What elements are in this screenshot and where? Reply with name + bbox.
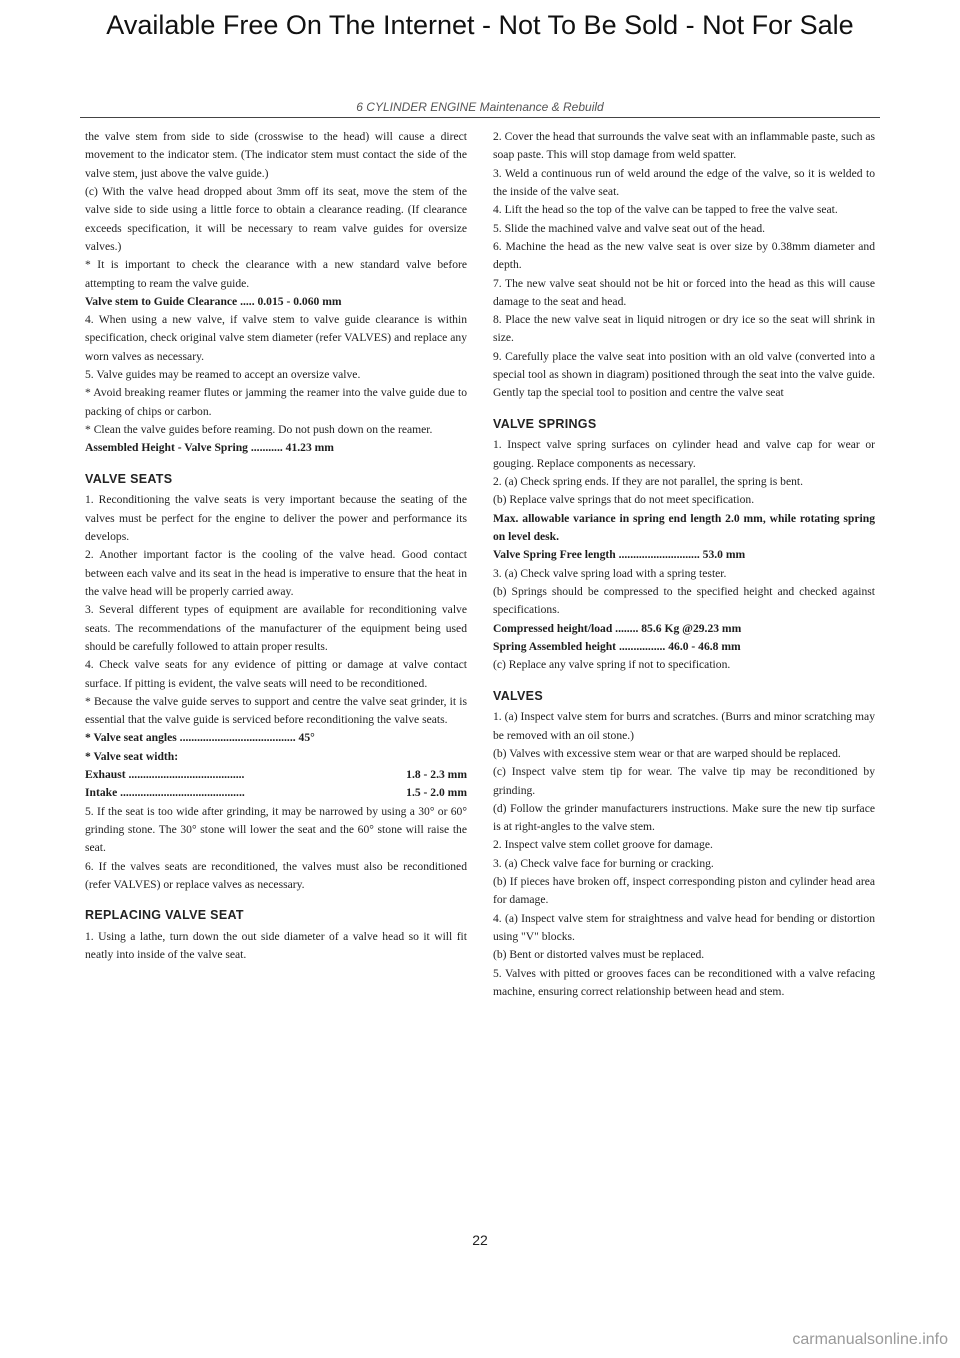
header-rule <box>80 117 880 118</box>
spec-exhaust <box>85 766 467 784</box>
spec-guide-clearance: Valve stem to Guide Clearance ..... 0.015 - 0.060 mm <box>85 294 342 308</box>
paragraph: (c) Replace any valve spring if not to specification. <box>493 658 731 672</box>
paragraph: 9. Carefully place the valve seat into position with an old valve (converted into a special tool as shown in diagram) positioned through the seat into the valve guide. Gently tap the special tool to position and centre the valve seat <box>493 349 875 400</box>
paragraph: * Because the valve guide serves to support and centre the valve seat grinder, it is essential that the valve guide is serviced before reconditioning the valve seats. <box>85 694 467 727</box>
paragraph: 4. Check valve seats for any evidence of pitting or damage at valve contact surface. If pitting is evident, the valve seats will need to be reconditioned. <box>85 658 467 690</box>
spec-intake <box>85 784 467 802</box>
paragraph: (d) Follow the grinder manufacturers instructions. Make sure the new tip surface is at right-angles to the valve stem. <box>493 801 875 834</box>
paragraph: 1. Using a lathe, turn down the out side diameter of a valve head so it will fit neatly into inside of the valve seat. <box>85 930 467 962</box>
section-heading-valve-springs: VALVE SPRINGS <box>493 416 597 431</box>
paragraph: 3. (a) Check valve face for burning or cracking. <box>493 856 714 870</box>
left-column <box>85 128 467 965</box>
section-heading-valve-seats: VALVE SEATS <box>85 471 173 486</box>
paragraph: 3. Several different types of equipment are available for reconditioning valve seats. The recommendations of the manufacturer of the equipment being used should be carefully followed to attain proper results. <box>85 603 467 653</box>
paragraph: * Clean the valve guides before reaming. Do not push down on the reamer. <box>85 423 433 436</box>
paragraph: (b) Replace valve springs that do not meet specification. <box>493 493 755 507</box>
paragraph: 5. Valves with pitted or grooves faces can be reconditioned with a valve refacing machine, ensuring correct relationship between head and stem. <box>493 966 875 998</box>
spec-intake-label: Intake ........................................... <box>85 786 245 800</box>
paragraph: (b) Springs should be compressed to the specified height and checked against specifications. <box>493 584 875 617</box>
paragraph: 3. Weld a continuous run of weld around the edge of the valve, so it is welded to the inside of the valve seat. <box>493 166 875 198</box>
paragraph: 2. Inspect valve stem collet groove for damage. <box>493 838 713 852</box>
right-column <box>493 128 875 1001</box>
paragraph: 2. Cover the head that surrounds the valve seat with an inflammable paste, such as soap paste. This will stop damage from weld spatter. <box>493 130 875 162</box>
distribution-banner: Available Free On The Internet - Not To Be Sold - Not For Sale <box>106 10 854 40</box>
paragraph: 7. The new valve seat should not be hit or forced into the head as this will cause damage to the seat and head. <box>493 276 875 308</box>
paragraph: (b) Valves with excessive stem wear or that are warped should be replaced. <box>493 746 841 760</box>
paragraph: (b) Bent or distorted valves must be replaced. <box>493 948 705 962</box>
site-watermark: carmanualsonline.info <box>792 1331 948 1348</box>
paragraph: 4. (a) Inspect valve stem for straightness and valve head for bending or distortion using "V" blocks. <box>493 911 875 943</box>
paragraph: 6. Machine the head as the new valve seat is over size by 0.38mm diameter and depth. <box>493 239 875 272</box>
spec-intake-value: 1.5 - 2.0 mm <box>406 786 467 800</box>
page-number: 22 <box>472 1232 488 1248</box>
spec-seat-width: * Valve seat width: <box>85 749 179 763</box>
running-head: 6 CYLINDER ENGINE Maintenance & Rebuild <box>356 100 604 114</box>
paragraph: 4. Lift the head so the top of the valve can be tapped to free the valve seat. <box>493 203 838 217</box>
paragraph: 6. If the valves seats are reconditioned, the valves must also be reconditioned (refer VALVES) or replace valves as necessary. <box>85 859 467 891</box>
paragraph: * Avoid breaking reamer flutes or jamming the reamer into the valve guide due to packing of chips or carbon. <box>85 386 467 418</box>
spec-assembled-height: Assembled Height - Valve Spring ........... 41.23 mm <box>85 441 334 455</box>
paragraph: 1. Inspect valve spring surfaces on cylinder head and valve cap for wear or gouging. Replace components as necessary. <box>493 438 875 470</box>
spec-exhaust-value: 1.8 - 2.3 mm <box>406 768 467 782</box>
spec-seat-angles: * Valve seat angles ........................................ 45° <box>85 731 315 745</box>
paragraph: (c) With the valve head dropped about 3mm off its seat, move the stem of the valve side to side using a little force to obtain a clearance reading. (If clearance exceeds specification, it will be necessary to ream valve guides for oversize valves.) <box>85 184 467 253</box>
paragraph: 2. Another important factor is the cooling of the valve head. Good contact between each valve and its seat in the head is imperative to ensure that the heat in the valve head will be properly carried away. <box>85 548 467 598</box>
spec-compressed-height: Compressed height/load ........ 85.6 Kg @29.23 mm <box>493 621 742 635</box>
paragraph: 1. Reconditioning the valve seats is very important because the seating of the valves must be perfect for the engine to deliver the power and performance its develops. <box>85 493 467 543</box>
spec-spring-free-length: Valve Spring Free length ............................ 53.0 mm <box>493 548 746 562</box>
spec-exhaust-label: Exhaust ........................................ <box>85 768 245 782</box>
paragraph: 5. If the seat is too wide after grinding, it may be narrowed by using a 30° or 60° grinding stone. The 30° stone will lower the seat and the 60° stone will raise the seat. <box>85 804 467 855</box>
paragraph: 8. Place the new valve seat in liquid nitrogen or dry ice so the seat will shrink in size. <box>493 313 875 345</box>
paragraph: 1. (a) Inspect valve stem for burrs and scratches. (Burrs and minor scratching may be removed with an oil stone.) <box>493 710 875 742</box>
paragraph: 5. Slide the machined valve and valve seat out of the head. <box>493 221 766 235</box>
paragraph: 4. When using a new valve, if valve stem to valve guide clearance is within specification, check original valve stem diameter (refer VALVES) and replace any worn valves as necessary. <box>85 313 467 363</box>
section-heading-valves: VALVES <box>493 688 543 703</box>
paragraph: 3. (a) Check valve spring load with a spring tester. <box>493 566 727 580</box>
paragraph: (c) Inspect valve stem tip for wear. The valve tip may be reconditioned by grinding. <box>493 765 875 797</box>
paragraph: (b) If pieces have broken off, inspect corresponding piston and cylinder head area for damage. <box>493 875 875 907</box>
paragraph: 5. Valve guides may be reamed to accept an oversize valve. <box>85 368 361 382</box>
paragraph: * It is important to check the clearance with a new standard valve before attempting to ream the valve guide. <box>85 258 467 290</box>
section-heading-replacing-valve-seat: REPLACING VALVE SEAT <box>85 908 244 923</box>
paragraph: the valve stem from side to side (crosswise to the head) will cause a direct movement to the indicator stem. (The indicator stem must contact the side of the valve stem, just above the valve guide.) <box>85 130 467 180</box>
spec-spring-variance: Max. allowable variance in spring end length 2.0 mm, while rotating spring on level desk. <box>493 511 875 543</box>
paragraph: 2. (a) Check spring ends. If they are not parallel, the spring is bent. <box>493 475 804 489</box>
spec-spring-assembled-height: Spring Assembled height ................ 46.0 - 46.8 mm <box>493 639 741 653</box>
